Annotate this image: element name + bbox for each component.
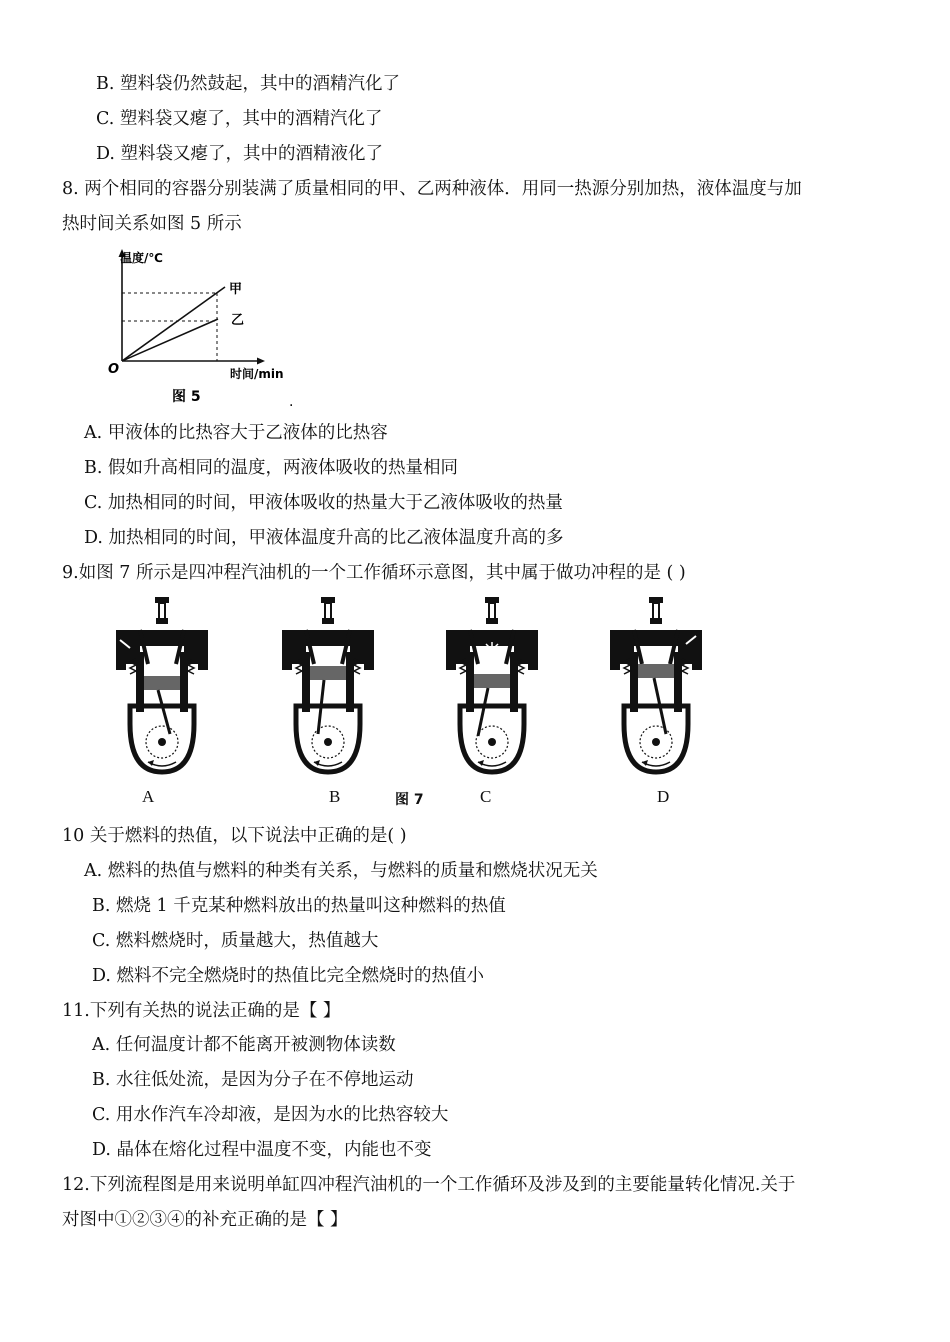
q10-option-b: B. 燃烧 1 千克某种燃料放出的热量叫这种燃料的热值 xyxy=(92,896,506,916)
engine-label-c: C xyxy=(480,787,492,806)
q9-stem: 9.如图 7 所示是四冲程汽油机的一个工作循环示意图，其中属于做功冲程的是 ( ) xyxy=(62,563,686,583)
q8-option-c: C. 加热相同的时间，甲液体吸收的热量大于乙液体吸收的热量 xyxy=(84,493,563,513)
q11-option-b: B. 水往低处流，是因为分子在不停地运动 xyxy=(92,1070,414,1090)
q7-option-d: D. 塑料袋又瘪了，其中的酒精液化了 xyxy=(96,144,384,164)
q8-option-d: D. 加热相同的时间，甲液体温度升高的比乙液体温度升高的多 xyxy=(84,528,564,548)
q8-stem-line2: 热时间关系如图 5 所示 xyxy=(62,214,242,234)
q11-stem: 11.下列有关热的说法正确的是【 】 xyxy=(62,1001,341,1021)
q10-option-d: D. 燃料不完全燃烧时的热值比完全燃烧时的热值小 xyxy=(92,966,485,986)
engine-label-b: B xyxy=(329,787,341,806)
q11-option-a: A. 任何温度计都不能离开被测物体读数 xyxy=(92,1035,396,1055)
q10-stem: 10 关于燃料的热值，以下说法中正确的是( ) xyxy=(62,826,407,846)
q12-stem-line2: 对图中①②③④的补充正确的是【 】 xyxy=(62,1210,348,1230)
engine-d xyxy=(610,597,702,772)
figure-dot: . xyxy=(289,394,294,410)
q7-option-c: C. 塑料袋又瘪了，其中的酒精汽化了 xyxy=(96,109,383,129)
series-line-jia xyxy=(122,287,225,361)
q8-option-a: A. 甲液体的比热容大于乙液体的比热容 xyxy=(84,423,388,443)
series-label-jia: 甲 xyxy=(229,282,243,297)
figure-5-graph xyxy=(100,246,300,416)
q10-option-c: C. 燃料燃烧时，质量越大，热值越大 xyxy=(92,931,379,951)
figure-7-caption: 图 7 xyxy=(395,792,424,808)
q8-stem-line1: 8. 两个相同的容器分别装满了质量相同的甲、乙两种液体．用同一热源分别加热，液体温度与加 xyxy=(62,179,802,199)
q10-option-a: A. 燃料的热值与燃料的种类有关系，与燃料的质量和燃烧状况无关 xyxy=(84,861,598,881)
series-line-yi xyxy=(122,319,218,361)
engine-a xyxy=(116,597,208,772)
figure-7-engines xyxy=(100,594,740,794)
x-axis-label: 时间/min xyxy=(230,367,284,381)
engine-b xyxy=(282,597,374,772)
engine-c xyxy=(446,597,538,772)
q11-option-d: D. 晶体在熔化过程中温度不变，内能也不变 xyxy=(92,1140,432,1160)
origin-label: O xyxy=(108,362,120,377)
series-label-yi: 乙 xyxy=(231,313,245,328)
q8-option-b: B. 假如升高相同的温度，两液体吸收的热量相同 xyxy=(84,458,458,478)
q7-option-b: B. 塑料袋仍然鼓起，其中的酒精汽化了 xyxy=(96,74,400,94)
engine-label-a: A xyxy=(142,787,155,806)
y-axis-label: 温度/℃ xyxy=(120,251,163,265)
engine-label-d: D xyxy=(657,787,670,806)
q11-option-c: C. 用水作汽车冷却液，是因为水的比热容较大 xyxy=(92,1105,449,1125)
q12-stem-line1: 12.下列流程图是用来说明单缸四冲程汽油机的一个工作循环及涉及到的主要能量转化情况.关于 xyxy=(62,1175,796,1195)
figure-caption: 图 5 xyxy=(172,389,201,405)
x-axis-arrow xyxy=(257,358,265,365)
